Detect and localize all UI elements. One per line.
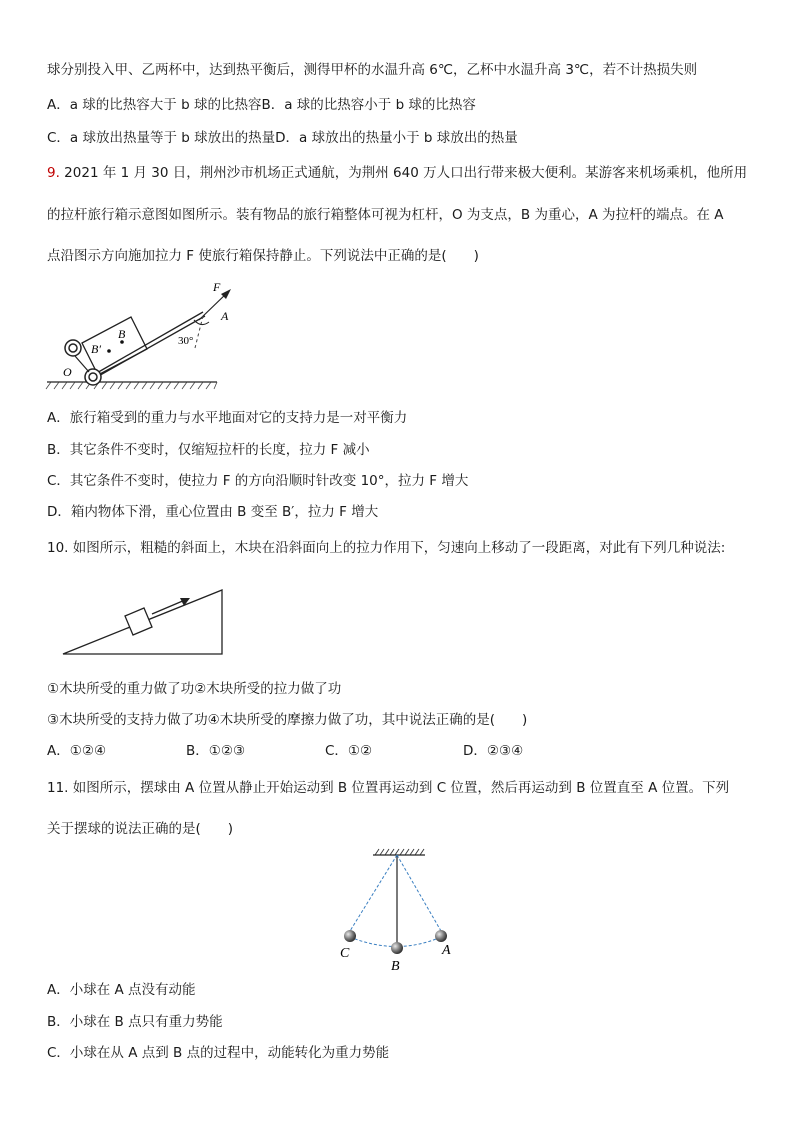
ball-c [344,930,356,942]
q10-statements-1-2: ①木块所受的重力做了功②木块所受的拉力做了功 [47,681,342,697]
label-f: F [213,280,221,294]
q10-option-b: B．①②③ [186,743,246,759]
label-c: C [340,946,350,961]
q9-stem-line-1 [47,163,747,183]
q9-option-c: C．其它条件不变时，使拉力 F 的方向沿顺时针改变 10°，拉力 F 增大 [47,473,469,489]
ball-a [435,930,447,942]
string-c-dashed [350,855,397,931]
label-bprime: B′ [91,342,101,356]
q8-options-ab: A．a 球的比热容大于 b 球的比热容B．a 球的比热容小于 b 球的比热容 [47,97,476,113]
q8-stem-line: 球分别投入甲、乙两杯中，达到热平衡后，测得甲杯的水温升高 6℃，乙杯中水温升高 3℃，若不计热损失则 [47,62,698,78]
string-a-dashed [397,855,441,931]
q10-option-d: D．②③④ [463,743,524,759]
ground-hatching [46,382,217,389]
q9-stem-text: 2021 年 1 月 30 日，荆州沙市机场正式通航，为荆州 640 万人口出行带来极大便利。某游客来机场乘机，他所用 [59,165,748,181]
q9-number: 9. [47,165,60,181]
ceiling-hatching [375,849,424,855]
label-o: O [63,365,72,379]
label-angle: 30° [178,335,194,347]
q11-option-a: A．小球在 A 点没有动能 [47,982,196,998]
ball-b [391,942,403,954]
q10-stem-line: 10. 如图所示，粗糙的斜面上，木块在沿斜面向上的拉力作用下，匀速向上移动了一段距离，对此有下列几种说法: [47,540,726,556]
pendulum-figure [335,846,465,976]
q11-option-b: B．小球在 B 点只有重力势能 [47,1014,223,1030]
q9-stem-line-3: 点沿图示方向施加拉力 F 使旅行箱保持静止。下列说法中正确的是( ) [47,248,479,264]
q11-option-c: C．小球在从 A 点到 B 点的过程中，动能转化为重力势能 [47,1045,390,1061]
q10-statements-3-4: ③木块所受的支持力做了功④木块所受的摩擦力做了功，其中说法正确的是( ) [47,712,528,728]
label-a: A [221,309,229,323]
q8-options-cd: C．a 球放出热量等于 b 球放出的热量D．a 球放出的热量小于 b 球放出的热量 [47,130,518,146]
q9-option-d: D．箱内物体下滑，重心位置由 B 变至 B′，拉力 F 增大 [47,504,379,520]
q9-option-b: B．其它条件不变时，仅缩短拉杆的长度，拉力 F 减小 [47,442,370,458]
q9-stem-line-2: 的拉杆旅行箱示意图如图所示。装有物品的旅行箱整体可视为杠杆，O 为支点，B 为重心，A 为拉杆的端点。在 A [47,207,724,223]
incline-block-figure [60,583,230,658]
label-a: A [442,943,451,958]
q10-option-a: A．①②④ [47,743,107,759]
q11-stem-line-1: 11. 如图所示，摆球由 A 位置从静止开始运动到 B 位置再运动到 C 位置，然后再运动到 B 位置直至 A 位置。下列 [47,780,730,796]
point-bprime-dot [107,349,111,353]
label-b: B [391,959,400,974]
q11-stem-line-2: 关于摆球的说法正确的是( ) [47,821,234,837]
luggage-lever-figure [45,280,245,395]
q10-option-c: C．①② [325,743,373,759]
label-b: B [118,327,126,341]
q9-option-a: A．旅行箱受到的重力与水平地面对它的支持力是一对平衡力 [47,410,408,426]
